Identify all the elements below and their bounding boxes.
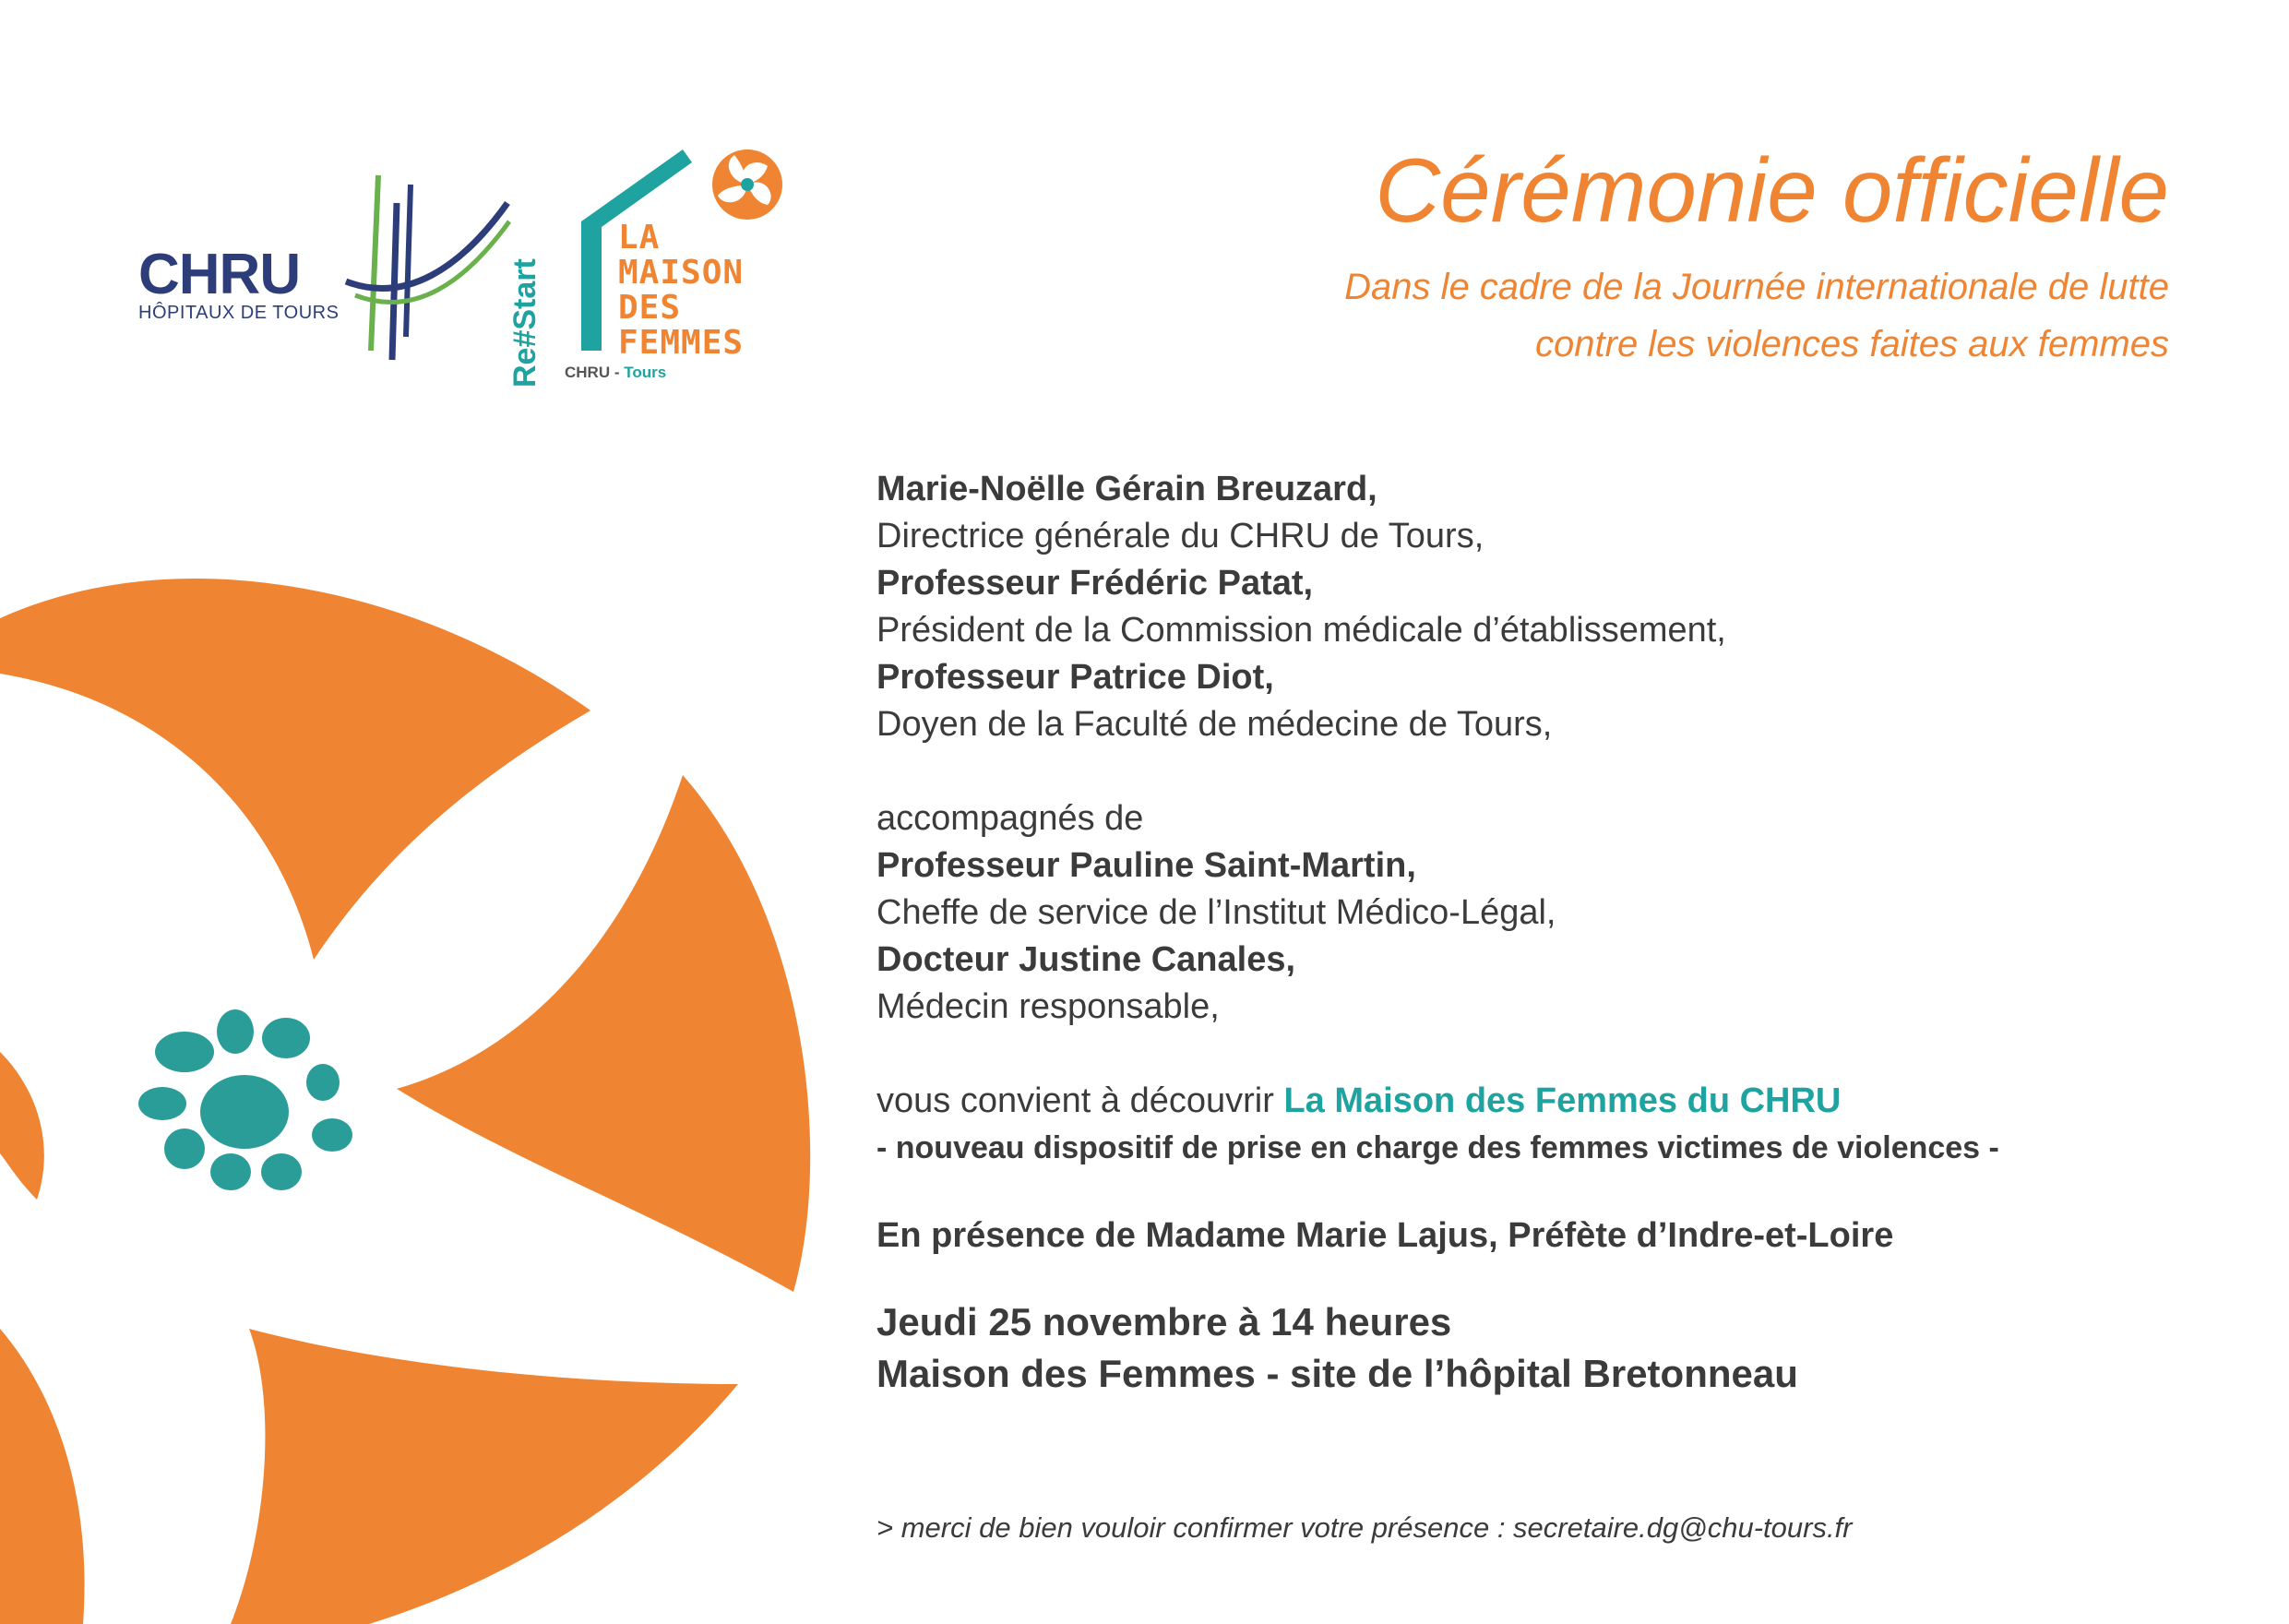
mdf-location: CHRU - Tours bbox=[565, 364, 667, 381]
presence-line: En présence de Madame Marie Lajus, Préfète d’Indre-et-Loire bbox=[876, 1216, 1894, 1255]
companion-name: Docteur Justine Canales, bbox=[876, 940, 1296, 979]
chru-subtitle: HÔPITAUX DE TOURS bbox=[138, 303, 340, 323]
chru-wordmark: CHRU bbox=[138, 243, 301, 306]
companion-name: Professeur Pauline Saint-Martin, bbox=[876, 846, 1416, 885]
host-name: Professeur Frédéric Patat, bbox=[876, 564, 1314, 603]
host-name: Marie-Noëlle Gérain Breuzard, bbox=[876, 470, 1377, 508]
accompanied-label: accompagnés de bbox=[876, 799, 1144, 838]
invitation-line: vous convient à découvrir La Maison des Femmes du CHRU bbox=[876, 1081, 1842, 1120]
flower-decoration-icon bbox=[0, 572, 830, 1624]
mdf-maison: MAISON bbox=[618, 254, 745, 292]
event-date: Jeudi 25 novembre à 14 heures bbox=[876, 1300, 1452, 1343]
event-place: Maison des Femmes - site de l’hôpital Bretonneau bbox=[876, 1352, 1798, 1395]
host-name: Professeur Patrice Diot, bbox=[876, 658, 1274, 697]
host-role: Président de la Commission médicale d’établissement, bbox=[876, 611, 1726, 650]
maison-des-femmes-logo bbox=[507, 138, 803, 388]
subtitle-line-1: Dans le cadre de la Journée internationale de lutte bbox=[1344, 267, 2169, 307]
invitation-body bbox=[876, 466, 2168, 1400]
mdf-des: DES bbox=[618, 289, 682, 327]
rsvp-note: > merci de bien vouloir confirmer votre présence : secretaire.dg@chu-tours.fr bbox=[876, 1511, 1853, 1544]
mdf-la: LA bbox=[618, 219, 661, 257]
companion-role: Médecin responsable, bbox=[876, 987, 1220, 1026]
page-subtitle bbox=[1344, 258, 2169, 373]
chru-logo bbox=[129, 166, 517, 378]
subtitle-line-2: contre les violences faites aux femmes bbox=[1535, 324, 2169, 364]
maison-highlight: La Maison des Femmes du CHRU bbox=[1283, 1081, 1842, 1120]
companion-role: Cheffe de service de l’Institut Médico-Légal, bbox=[876, 893, 1556, 932]
restart-label: Re#Start bbox=[507, 258, 542, 388]
mdf-femmes: FEMMES bbox=[618, 324, 745, 362]
host-role: Doyen de la Faculté de médecine de Tours, bbox=[876, 705, 1553, 744]
page-title: Cérémonie officielle bbox=[1375, 139, 2169, 241]
flower-center-icon bbox=[138, 1009, 352, 1190]
host-role: Directrice générale du CHRU de Tours, bbox=[876, 517, 1484, 555]
invitation-tagline: - nouveau dispositif de prise en charge des femmes victimes de violences - bbox=[876, 1130, 1999, 1165]
event-details bbox=[876, 1296, 2168, 1400]
